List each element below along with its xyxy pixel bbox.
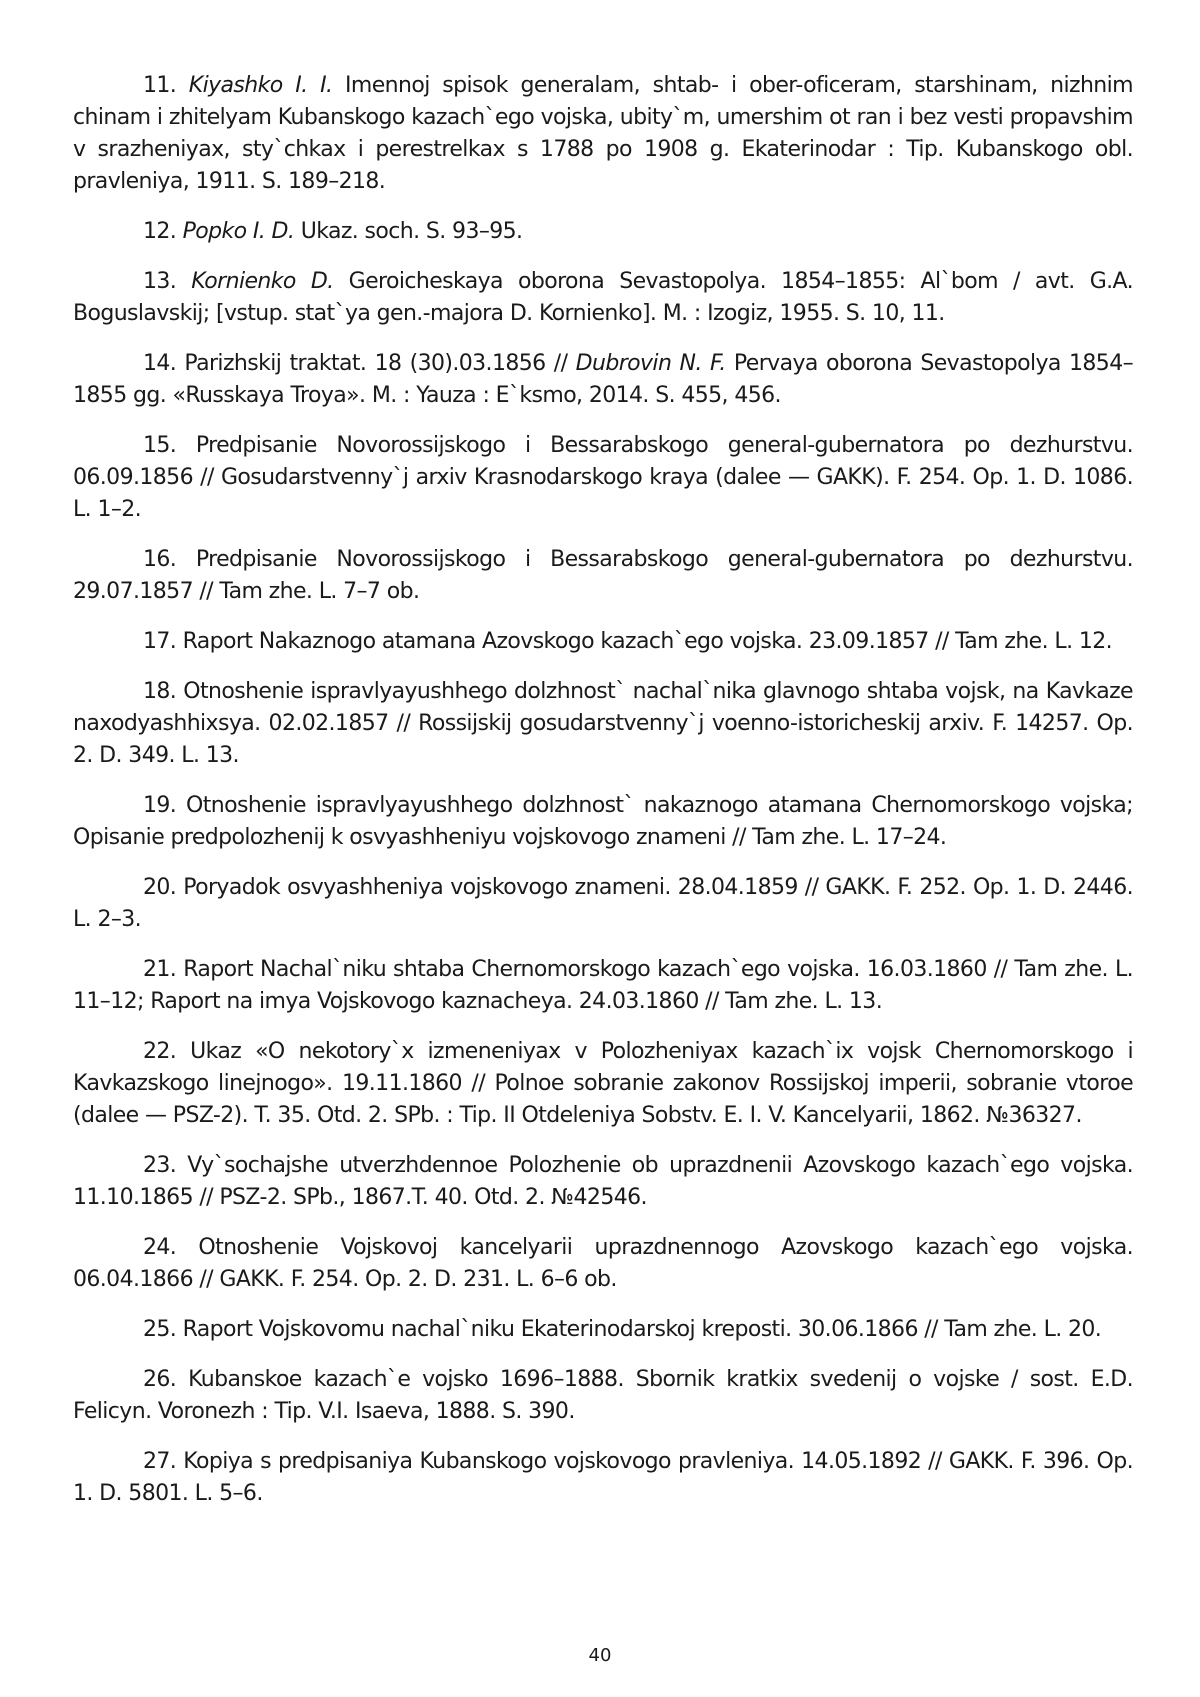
reference-author: Kornienko D.: [191, 269, 334, 294]
reference-author: Popko I. D.: [182, 219, 295, 244]
reference-item: 17. Raport Nakaznogo atamana Azovskogo kazach`ego vojska. 23.09.1857 // Tam zhe. L. 12.: [143, 629, 1113, 654]
reference-author: Kiyashko I. I.: [188, 73, 333, 98]
reference-author: Dubrovin N. F.: [575, 351, 726, 376]
reference-item: 24. Otnoshenie Vojskovoj kancelyarii uprazdnennogo Azovskogo kazach`ego vojska. 06.04.1866 // GAKK. F. 254. Op. 2. D. 231. L. 6–6 ob.: [73, 1235, 1133, 1292]
reference-item: 22. Ukaz «O nekotory`x izmeneniyax v Polozheniyax kazach`ix vojsk Chernomorskogo i Kavkazskogo linejnogo». 19.11.1860 // Polnoe sobranie zakonov Rossijskoj imperii, sobranie vtoroe (dalee — PSZ-2). T. 35. Otd. 2. SPb. : Tip. II Otdeleniya Sobstv. E. I. V. Kancelyarii, 1862. №36327.: [73, 1039, 1133, 1128]
reference-item: 20. Poryadok osvyashheniya vojskovogo znameni. 28.04.1859 // GAKK. F. 252. Op. 1. D. 2446. L. 2–3.: [73, 875, 1133, 932]
reference-list: [73, 70, 1133, 1528]
reference-item: 18. Otnoshenie ispravlyayushhego dolzhnost` nachal`nika glavnogo shtaba vojsk, na Kavkaze naxodyashhixsya. 02.02.1857 // Rossijskij gosudarstvenny`j voenno-istoricheskij arxiv. F. 14257. Op. 2. D. 349. L. 13.: [73, 679, 1133, 768]
reference-item: 12. Popko I. D. Ukaz. soch. S. 93–95.: [143, 219, 523, 244]
reference-item: 11. Kiyashko I. I. Imennoj spisok generalam, shtab- i ober-oficeram, starshinam, nizhnim chinam i zhitelyam Kubanskogo kazach`ego vojska, ubity`m, umershim ot ran i bez vesti propavshim v srazheniyax, sty`chkax i perestrelkax s 1788 po 1908 g. Ekaterinodar : Tip. Kubanskogo obl. pravleniya, 1911. S. 189–218.: [73, 73, 1133, 194]
reference-item: 25. Raport Vojskovomu nachal`niku Ekaterinodarskoj kreposti. 30.06.1866 // Tam zhe. L. 20.: [143, 1317, 1102, 1342]
reference-item: 16. Predpisanie Novorossijskogo i Bessarabskogo general-gubernatora po dezhurstvu. 29.07.1857 // Tam zhe. L. 7–7 ob.: [73, 547, 1133, 604]
reference-item: 19. Otnoshenie ispravlyayushhego dolzhnost` nakaznogo atamana Chernomorskogo vojska; Opisanie predpolozhenij k osvyashheniyu vojskovogo znameni // Tam zhe. L. 17–24.: [73, 793, 1133, 850]
reference-item: 26. Kubanskoe kazach`e vojsko 1696–1888. Sbornik kratkix svedenij o vojske / sost. E.D. Felicyn. Voronezh : Tip. V.I. Isaeva, 1888. S. 390.: [73, 1367, 1133, 1424]
reference-item: 15. Predpisanie Novorossijskogo i Bessarabskogo general-gubernatora po dezhurstvu. 06.09.1856 // Gosudarstvenny`j arxiv Krasnodarskogo kraya (dalee — GAKK). F. 254. Op. 1. D. 1086. L. 1–2.: [73, 433, 1133, 522]
reference-item: 23. Vy`sochajshe utverzhdennoe Polozhenie ob uprazdnenii Azovskogo kazach`ego vojska. 11.10.1865 // PSZ-2. SPb., 1867.T. 40. Otd. 2. №42546.: [73, 1153, 1133, 1210]
reference-item: 14. Parizhskij traktat. 18 (30).03.1856 // Dubrovin N. F. Pervaya oborona Sevastopolya 1854–1855 gg. «Russkaya Troya». M. : Yauza : E`ksmo, 2014. S. 455, 456.: [73, 351, 1133, 408]
page-number: 40: [588, 1645, 612, 1666]
reference-item: 27. Kopiya s predpisaniya Kubanskogo vojskovogo pravleniya. 14.05.1892 // GAKK. F. 396. Op. 1. D. 5801. L. 5–6.: [73, 1449, 1133, 1506]
reference-item: 21. Raport Nachal`niku shtaba Chernomorskogo kazach`ego vojska. 16.03.1860 // Tam zhe. L. 11–12; Raport na imya Vojskovogo kaznacheya. 24.03.1860 // Tam zhe. L. 13.: [73, 957, 1133, 1014]
reference-item: 13. Kornienko D. Geroicheskaya oborona Sevastopolya. 1854–1855: Al`bom / avt. G.A. Boguslavskij; [vstup. stat`ya gen.-majora D. Kornienko]. M. : Izogiz, 1955. S. 10, 11.: [73, 269, 1133, 326]
